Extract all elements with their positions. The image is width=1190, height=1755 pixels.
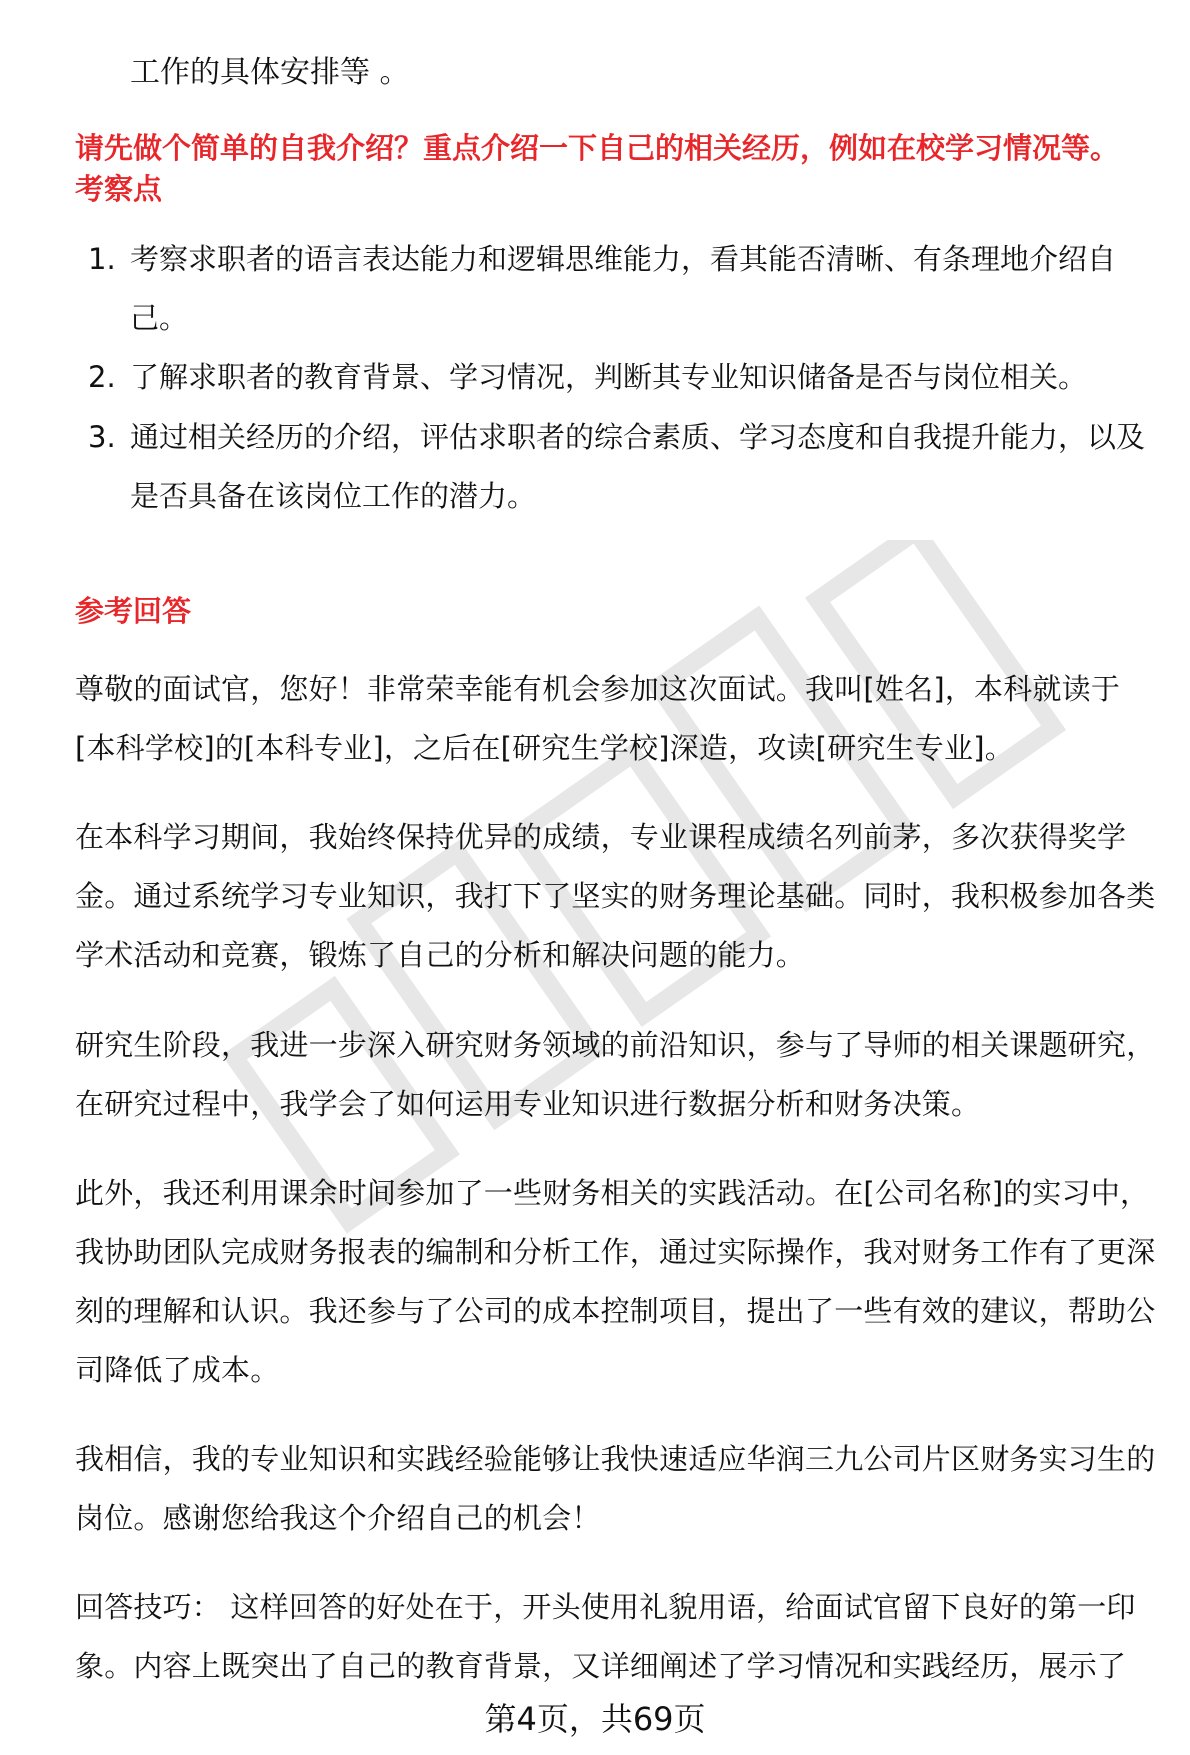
answer-paragraph: 我相信，我的专业知识和实践经验能够让我快速适应华润三九公司片区财务实习生的岗位。感谢您给我这个介绍自己的机会！ (75, 1442, 1156, 1535)
list-item-number: 1. (88, 242, 116, 276)
section-title-answer: 参考回答 (75, 594, 192, 628)
list-item-number: 2. (88, 360, 116, 394)
answer-tip-paragraph: 回答技巧： 这样回答的好处在于，开头使用礼貌用语，给面试官留下良好的第一印象。内容上既突出了自己的教育背景，又详细阐述了学习情况和实践经历，展示了 (75, 1590, 1136, 1683)
list-item-text: 考察求职者的语言表达能力和逻辑思维能力，看其能否清晰、有条理地介绍自己。 (130, 242, 1117, 335)
list-item (88, 408, 1160, 526)
list-item-number: 3. (88, 420, 116, 454)
list-item (88, 348, 1160, 407)
section-title-focus: 考察点 (75, 172, 163, 206)
list-item-text: 了解求职者的教育背景、学习情况，判断其专业知识储备是否与岗位相关。 (130, 360, 1088, 394)
answer-paragraph: 研究生阶段，我进一步深入研究财务领域的前沿知识，参与了导师的相关课题研究，在研究过程中，我学会了如何运用专业知识进行数据分析和财务决策。 (75, 1028, 1156, 1121)
answer-paragraph: 此外，我还利用课余时间参加了一些财务相关的实践活动。在[公司名称]的实习中，我协助团队完成财务报表的编制和分析工作，通过实际操作，我对财务工作有了更深刻的理解和认识。我还参与了公司的成本控制项目，提出了一些有效的建议，帮助公司降低了成本。 (75, 1176, 1156, 1387)
list-item (88, 230, 1160, 348)
answer-paragraph: 尊敬的面试官，您好！非常荣幸能有机会参加这次面试。我叫[姓名]，本科就读于[本科学校]的[本科专业]，之后在[研究生学校]深造，攻读[研究生专业]。 (75, 672, 1121, 765)
answer-paragraph: 在本科学习期间，我始终保持优异的成绩，专业课程成绩名列前茅，多次获得奖学金。通过系统学习专业知识，我打下了坚实的财务理论基础。同时，我积极参加各类学术活动和竞赛，锻炼了自己的分析和解决问题的能力。 (75, 820, 1156, 972)
page-number: 第4页，共69页 (484, 1700, 706, 1738)
question-heading: 请先做个简单的自我介绍？重点介绍一下自己的相关经历，例如在校学习情况等。 (75, 131, 1120, 165)
intro-line: 工作的具体安排等 。 (130, 55, 410, 90)
list-item-text: 通过相关经历的介绍，评估求职者的综合素质、学习态度和自我提升能力，以及是否具备在该岗位工作的潜力。 (130, 420, 1146, 513)
